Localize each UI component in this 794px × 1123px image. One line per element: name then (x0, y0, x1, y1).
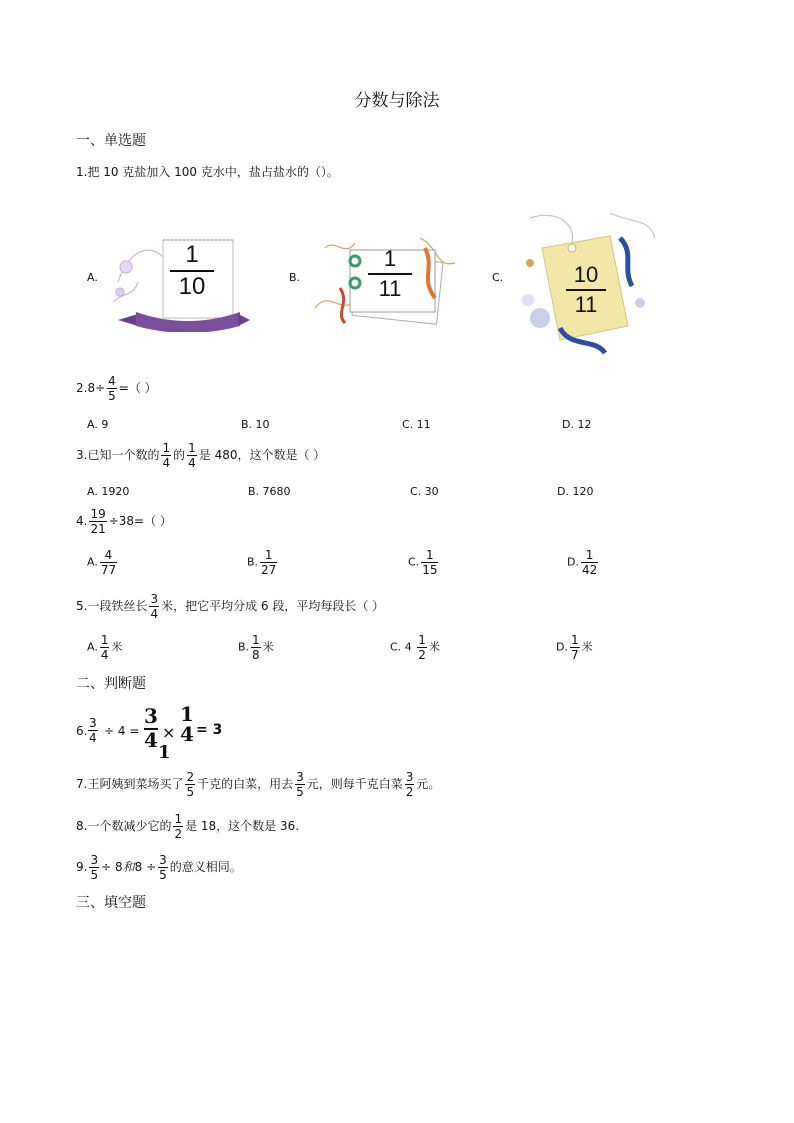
q4-option-d (567, 549, 600, 576)
ribbon-left-icon (118, 314, 138, 326)
fraction (251, 634, 261, 661)
option-label: D. (567, 555, 579, 569)
q1-option-a-label: A. (87, 271, 98, 284)
fraction (100, 549, 117, 576)
fraction-numerator: 4 (108, 374, 116, 388)
fraction-denominator: 5 (296, 785, 304, 799)
question-7-text-3: 元。 (416, 777, 441, 791)
question-9-prefix: 9. (76, 860, 88, 874)
question-7 (76, 771, 440, 798)
cancel-mark: 1 (158, 742, 171, 763)
fraction-denominator: 4 (188, 456, 196, 470)
fraction-numerator: 1 (100, 633, 109, 647)
fraction-denominator: 4 (162, 456, 171, 470)
fraction-numerator: 1 (383, 246, 397, 271)
fraction-denominator: 11 (566, 289, 606, 316)
fraction (570, 634, 580, 661)
fraction-numerator: 1 (570, 633, 579, 647)
section-single-choice: 一、单选题 (76, 133, 146, 149)
fraction (421, 549, 438, 576)
question-1: 1.把 10 克盐加入 100 克水中，盐占盐水的（）。 (76, 165, 339, 179)
fraction-numerator: 1 (174, 812, 183, 826)
fraction-numerator: 1 (426, 548, 434, 562)
option-unit: 米 (262, 640, 274, 654)
question-5-suffix: 米，把它平均分成 6 段，平均每段长（ ） (161, 599, 385, 613)
q2-option-a: A. 9 (87, 418, 109, 431)
option-label: C. (390, 640, 402, 654)
q5-option-b (238, 634, 274, 661)
fraction-denominator: 5 (108, 389, 116, 403)
fraction-numerator: 3 (159, 853, 167, 867)
question-4-prefix: 4. (76, 514, 88, 528)
ribbon-icon (620, 238, 632, 286)
question-5 (76, 593, 384, 620)
q1-option-b-label: B. (289, 271, 301, 284)
question-9-text-2: 8 ÷ (134, 860, 157, 874)
fraction (89, 508, 106, 535)
q3-option-b: B. 7680 (248, 485, 291, 498)
question-2-prefix: 2.8÷ (76, 381, 106, 395)
question-8-prefix: 8.一个数减少它的 (76, 819, 172, 833)
question-6-equals: = 3 (196, 722, 223, 738)
q4-option-b (247, 549, 279, 576)
fraction-denominator: 5 (90, 868, 99, 882)
big-fraction-2 (180, 704, 194, 744)
q1-option-c-fraction (566, 264, 606, 319)
question-7-text-1: 千克的白菜，用去 (197, 777, 294, 791)
fraction (149, 593, 159, 620)
fraction-denominator: 42 (581, 563, 598, 577)
times-sign: × (162, 723, 176, 742)
fraction-denominator: 2 (405, 785, 414, 799)
fraction-numerator: 3 (150, 592, 159, 606)
option-label: A. (87, 555, 98, 569)
fraction-numerator: 1 (188, 441, 196, 455)
fraction (581, 549, 598, 576)
option-label: C. (408, 555, 420, 569)
q5-option-d (556, 634, 593, 661)
fraction-numerator: 19 (90, 507, 106, 521)
question-6 (76, 704, 276, 764)
q2-option-b: B. 10 (241, 418, 270, 431)
section-true-false: 二、判断题 (76, 676, 146, 692)
fraction-denominator: 2 (174, 827, 183, 841)
fraction-numerator: 1 (264, 548, 273, 562)
question-4 (76, 508, 172, 535)
fraction (161, 442, 171, 469)
q5-option-a (87, 634, 122, 661)
q5-option-c (390, 634, 440, 661)
question-2-suffix: =（ ） (118, 381, 157, 395)
page-title: 分数与除法 (354, 91, 440, 111)
option-label: B. (238, 640, 250, 654)
fraction (260, 549, 277, 576)
fraction-denominator: 5 (159, 868, 167, 882)
fraction (86, 717, 100, 744)
fraction-numerator: 10 (573, 262, 599, 287)
section-fill-in: 三、填空题 (76, 895, 146, 911)
question-9-and: 和 (122, 860, 135, 874)
question-6-prefix: 6. (76, 724, 88, 738)
fraction-denominator: 21 (90, 522, 106, 536)
question-4-suffix: ÷38=（ ） (108, 514, 172, 528)
question-8 (76, 813, 299, 840)
option-label: A. (87, 640, 98, 654)
q3-option-a: A. 1920 (87, 485, 130, 498)
question-6-operator: ÷ 4 = (104, 724, 140, 738)
bubble-icon (530, 308, 550, 328)
q3-option-d: D. 120 (557, 485, 594, 498)
question-5-prefix: 5.一段铁丝长 (76, 599, 148, 613)
question-9-text-1: ÷ 8 (101, 860, 123, 874)
fraction-numerator: 3 (90, 853, 99, 867)
q4-option-c (408, 549, 440, 576)
fraction-numerator: 3 (144, 704, 158, 728)
fraction (158, 854, 168, 881)
fraction-numerator: 1 (185, 241, 199, 268)
question-3 (76, 442, 325, 469)
option-unit: 米 (111, 640, 123, 654)
option-label: B. (247, 555, 259, 569)
fraction-numerator: 3 (405, 770, 414, 784)
fraction (107, 375, 117, 402)
fraction-denominator: 10 (170, 270, 214, 299)
big-fraction-1 (144, 706, 158, 750)
fraction-denominator: 77 (100, 563, 117, 577)
fraction-denominator: 7 (570, 648, 579, 662)
fraction (100, 634, 110, 661)
fraction-denominator: 4 (150, 607, 159, 621)
fraction-denominator: 4 (180, 722, 194, 746)
question-7-text-2: 元，则每千克白菜 (306, 777, 403, 791)
fraction-numerator: 1 (252, 633, 260, 647)
fraction-denominator: 5 (186, 785, 195, 799)
fraction-numerator: 1 (585, 548, 594, 562)
fraction-numerator: 3 (89, 716, 97, 730)
fraction-denominator: 4 (100, 648, 109, 662)
q1-option-c-label: C. (492, 271, 504, 284)
fraction-denominator: 27 (261, 563, 277, 577)
option-unit: 米 (581, 640, 593, 654)
fraction (185, 771, 195, 798)
fraction-numerator: 2 (186, 770, 195, 784)
question-7-prefix: 7.王阿姨到菜场买了 (76, 777, 184, 791)
fraction-denominator: 4 (89, 731, 97, 745)
option-whole-number: 4 (404, 640, 412, 654)
q1-option-b-fraction (368, 248, 412, 303)
q2-option-c: C. 11 (402, 418, 431, 431)
question-2 (76, 375, 157, 402)
fraction (173, 813, 183, 840)
fraction-numerator: 3 (296, 770, 304, 784)
q2-option-d: D. 12 (562, 418, 592, 431)
q1-option-a-fraction (170, 243, 214, 302)
fraction (295, 771, 305, 798)
question-8-suffix: 是 18，这个数是 36. (185, 819, 300, 833)
fraction-numerator: 1 (180, 702, 194, 726)
q4-option-a (87, 549, 119, 576)
fraction (89, 854, 99, 881)
question-9-suffix: 的意义相同。 (169, 860, 242, 874)
option-unit: 米 (428, 640, 440, 654)
fraction (417, 634, 427, 661)
fraction-denominator: 15 (422, 563, 438, 577)
swirl-decoration-icon (113, 250, 163, 302)
fraction-numerator: 1 (162, 441, 171, 455)
fraction (187, 442, 197, 469)
question-3-suffix: 是 480，这个数是（ ） (198, 448, 326, 462)
fraction (405, 771, 415, 798)
fraction-denominator: 11 (368, 273, 412, 300)
option-label: D. (556, 640, 568, 654)
question-3-mid: 的 (173, 448, 186, 462)
fraction-denominator: 2 (418, 648, 426, 662)
question-3-prefix: 3.已知一个数的 (76, 448, 160, 462)
q3-option-c: C. 30 (410, 485, 439, 498)
fraction-denominator: 4 (144, 728, 158, 752)
fraction-denominator: 8 (252, 648, 260, 662)
fraction-numerator: 1 (418, 633, 426, 647)
question-9 (76, 854, 242, 881)
fraction-numerator: 4 (104, 548, 113, 562)
